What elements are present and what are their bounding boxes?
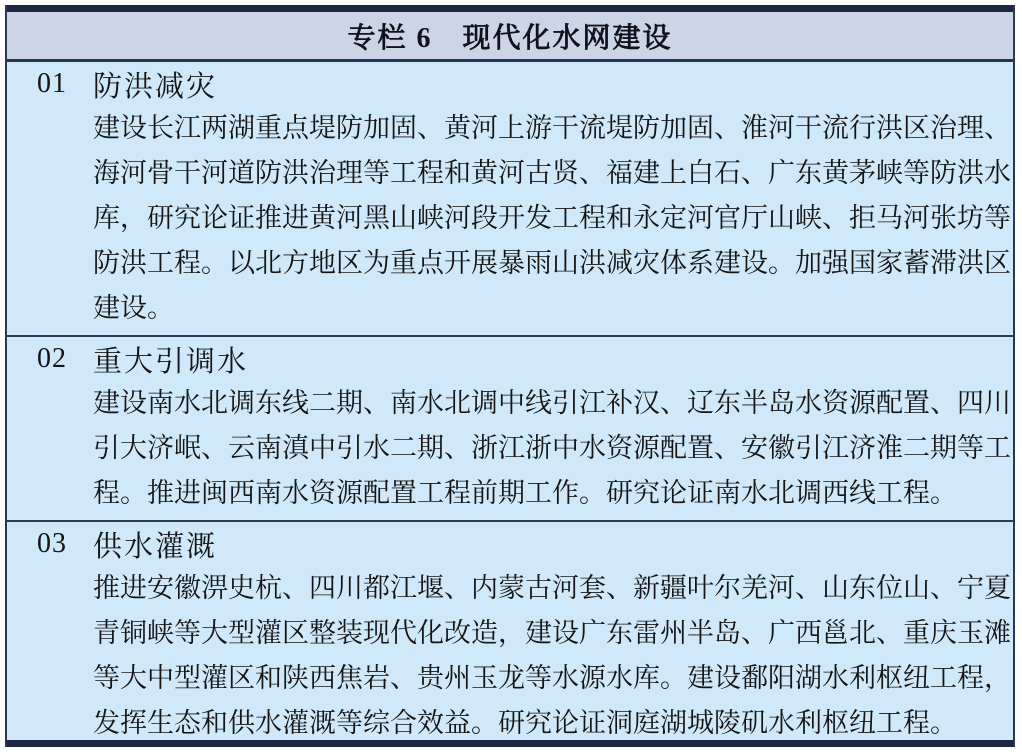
section-number: 01 bbox=[37, 68, 67, 99]
section-water-diversion bbox=[7, 337, 1013, 522]
section-paragraph: 建设长江两湖重点堤防加固、黄河上游干流堤防加固、淮河干流行洪区治理、海河骨干河道防洪治理等工程和黄河古贤、福建上白石、广东黄茅峡等防洪水库，研究论证推进黄河黑山峡河段开发工程和永定河官厅山峡、拒马河张坊等防洪工程。以北方地区为重点开展暴雨山洪减灾体系建设。加强国家蓄滞洪区建设。 bbox=[93, 113, 1011, 323]
section-title: 防洪减灾 bbox=[93, 70, 218, 103]
box-title: 专栏 6 现代化水网建设 bbox=[347, 22, 673, 54]
bottom-rule bbox=[7, 740, 1013, 747]
section-number: 02 bbox=[37, 343, 67, 374]
top-rule bbox=[7, 5, 1013, 12]
box-content bbox=[7, 62, 1013, 740]
section-heading bbox=[7, 337, 1013, 381]
section-flood-control bbox=[7, 62, 1013, 337]
section-paragraph: 推进安徽淠史杭、四川都江堰、内蒙古河套、新疆叶尔羌河、山东位山、宁夏青铜峡等大型灌区整装现代化改造，建设广东雷州半岛、广西邕北、重庆玉滩等大中型灌区和陕西焦岩、贵州玉龙等水源水库。建设鄱阳湖水利枢纽工程，发挥生态和供水灌溉等综合效益。研究论证洞庭湖城陵矶水利枢纽工程。 bbox=[93, 573, 1011, 738]
section-paragraph: 建设南水北调东线二期、南水北调中线引江补汉、辽东半岛水资源配置、四川引大济岷、云南滇中引水二期、浙江浙中水资源配置、安徽引江济淮二期等工程。推进闽西南水资源配置工程前期工作。研究论证南水北调西线工程。 bbox=[93, 388, 1011, 508]
box-header bbox=[7, 12, 1013, 62]
section-water-supply-irrigation bbox=[7, 522, 1013, 740]
section-number: 03 bbox=[37, 528, 67, 559]
section-heading bbox=[7, 522, 1013, 566]
section-title: 重大引调水 bbox=[93, 345, 249, 378]
section-title: 供水灌溉 bbox=[93, 530, 218, 563]
section-heading bbox=[7, 62, 1013, 106]
callout-box bbox=[5, 5, 1015, 747]
